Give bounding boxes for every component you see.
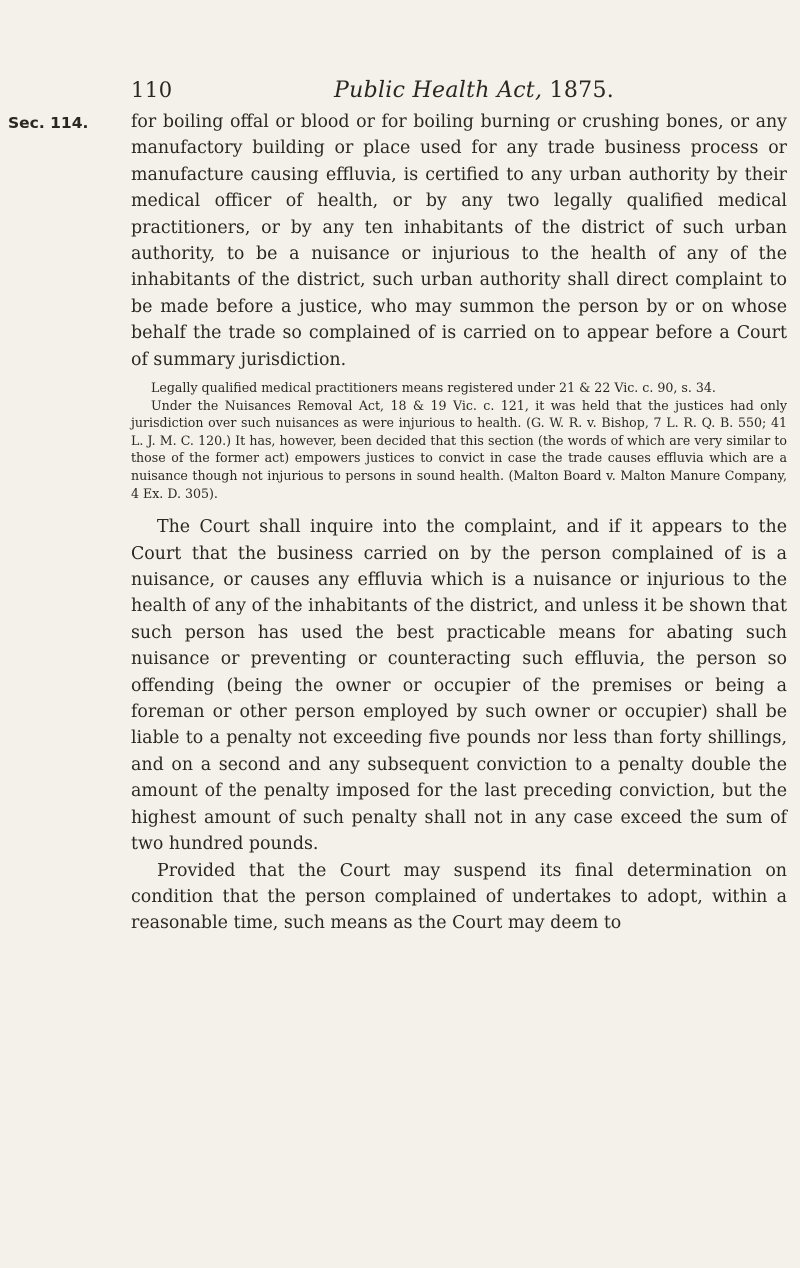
running-title [334, 78, 614, 103]
section-reference: Sec. 114. [8, 114, 89, 132]
footnote-paragraph: Legally qualified medical practitioners means registered under 21 & 22 Vic. c. 90, s. 34. [151, 380, 716, 396]
page-body [131, 109, 787, 937]
body-paragraph: Provided that the Court may suspend its final determination on condition that the person complained of undertakes to adopt, within a reasonable time, such means as the Court may deem to [131, 860, 787, 934]
running-title-year: 1875. [549, 78, 615, 103]
page-number: 110 [131, 78, 173, 102]
body-paragraph: for boiling offal or blood or for boiling burning or crushing bones, or any manufactory building or place used for any trade business process or manufacture causing effluvia, is certified to any urban authority by their medical officer of health, or by any two legally qualified medical practitioners, or by any ten inhabitants of the district of such urban authority, to be a nuisance or injurious to the health of any of the inhabitants of the district, such urban authority shall direct complaint to be made before a justice, who may summon the person by or on whose behalf the trade so complained of is carried on to appear before a Court of summary jurisdiction. [131, 112, 787, 370]
footnote-paragraph: Under the Nuisances Removal Act, 18 & 19 Vic. c. 121, it was held that the justices had only jurisdiction over such nuisances as were injurious to health. (G. W. R. v. Bishop, 7 L. R. Q. B. 550; 41 L. J. M. C. 120.) It has, however, been decided that this section (the words of which are very similar to those of the former act) empowers justices to convict in case the trade causes effluvia which are a nuisance though not injurious to persons in sound health. (Malton Board v. Malton Manure Company, 4 Ex. D. 305). [131, 397, 787, 501]
body-paragraph: The Court shall inquire into the complaint, and if it appears to the Court that the business carried on by the person complained of is a nuisance, or causes any effluvia which is a nuisance or injurious to the health of any of the inhabitants of the district, and unless it be shown that such person has used the best practicable means for abating such nuisance or preventing or counteracting such effluvia, the person so offending (being the owner or occupier of the premises or being a foreman or other person employed by such owner or occupier) shall be liable to a penalty not exceeding five pounds nor less than forty shillings, and on a second and any subsequent conviction to a penalty double the amount of the penalty imposed for the last preceding conviction, but the highest amount of such penalty shall not in any case exceed the sum of two hundred pounds. [131, 517, 787, 855]
running-title-text: Public Health Act, [334, 78, 543, 103]
